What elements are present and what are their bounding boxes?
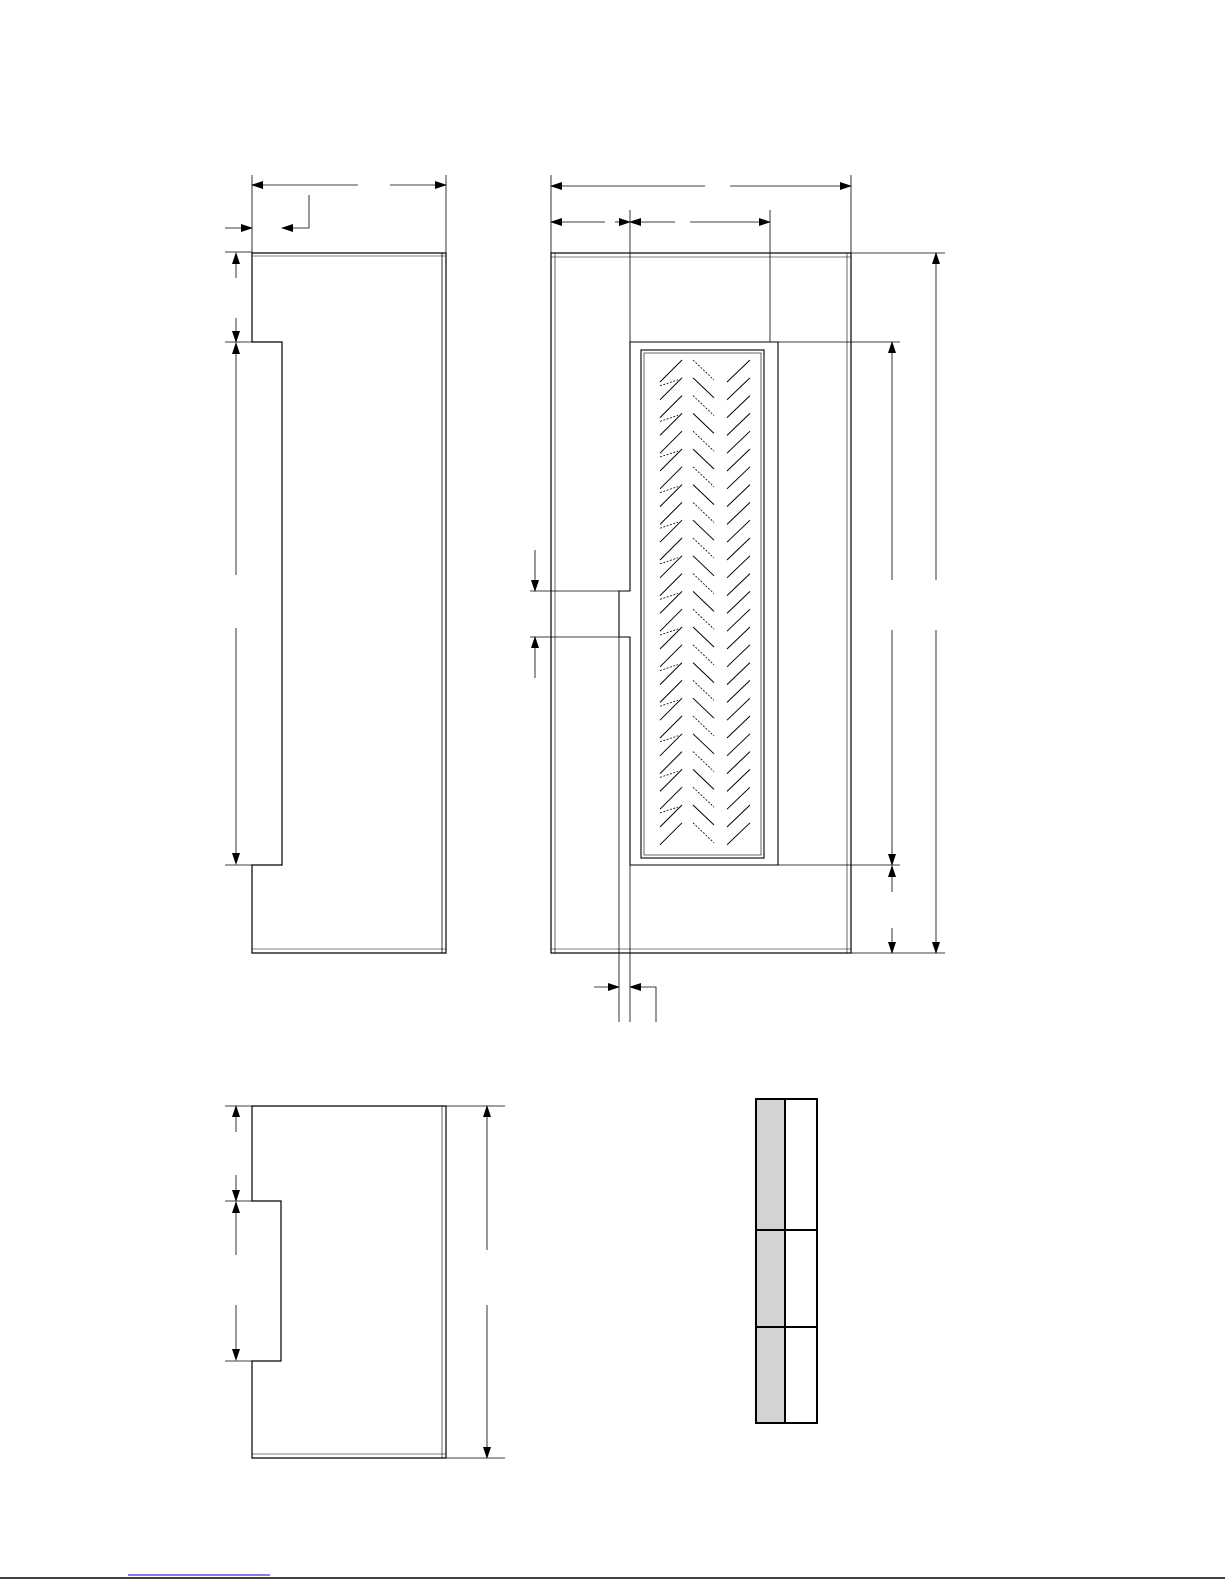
side-view <box>252 253 446 953</box>
hatch-stroke <box>660 769 682 791</box>
hatch-stroke <box>693 413 714 433</box>
hatch-stroke <box>660 645 682 667</box>
hatch-stroke <box>660 449 682 471</box>
hatch-stroke <box>693 769 714 789</box>
hatch-stroke <box>693 716 714 736</box>
hatch-stroke <box>693 627 714 647</box>
hatch-stroke <box>660 538 682 560</box>
hatch-stroke <box>693 787 714 807</box>
front-view-dimensions <box>530 175 945 1022</box>
hatch-stroke <box>693 378 714 398</box>
hatch-stroke <box>693 485 714 505</box>
title-block <box>756 1099 817 1423</box>
hatch-stroke <box>660 752 682 774</box>
hatch-stroke <box>727 502 750 524</box>
hatch-stroke <box>727 769 750 791</box>
hatch-stroke <box>693 538 714 558</box>
hatch-stroke <box>727 360 750 382</box>
hatch-stroke <box>693 805 714 825</box>
hatch-stroke <box>693 680 714 700</box>
hatch-stroke <box>727 805 750 827</box>
hatch-stroke <box>660 502 682 524</box>
hatch-stroke <box>727 823 750 845</box>
hatch-stroke <box>727 663 750 685</box>
hatch-stroke <box>660 574 682 596</box>
hatch-stroke <box>660 378 682 400</box>
bottom-view <box>252 1106 446 1458</box>
hatch-stroke <box>727 431 750 453</box>
hatch-stroke <box>693 502 714 522</box>
hatch-stroke <box>660 698 682 720</box>
hatch-stroke <box>693 449 714 469</box>
hatch-stroke <box>660 467 682 489</box>
hatch-stroke <box>727 520 750 542</box>
hatch-stroke <box>727 698 750 720</box>
hatch-stroke <box>693 663 714 683</box>
hatch-stroke <box>660 716 682 738</box>
hatch-stroke <box>727 556 750 578</box>
hatch-stroke <box>727 734 750 756</box>
hatch-stroke <box>727 467 750 489</box>
glass-hatch-pattern <box>660 360 750 845</box>
hatch-stroke <box>660 805 682 827</box>
title-block-shade-2 <box>756 1230 785 1327</box>
hatch-stroke <box>693 431 714 451</box>
hatch-stroke <box>693 396 714 416</box>
hatch-stroke <box>693 591 714 611</box>
hatch-stroke <box>727 787 750 809</box>
hatch-stroke <box>660 485 682 507</box>
footer <box>0 1575 1225 1578</box>
hatch-stroke <box>660 627 682 649</box>
hatch-stroke <box>660 396 682 418</box>
hatch-stroke <box>693 467 714 487</box>
hatch-stroke <box>660 591 682 613</box>
hatch-stroke <box>693 823 714 843</box>
hatch-stroke <box>727 574 750 596</box>
side-view-dimensions <box>225 175 446 865</box>
hatch-stroke <box>727 378 750 400</box>
hatch-stroke <box>727 752 750 774</box>
hatch-stroke <box>660 734 682 756</box>
hatch-stroke <box>727 627 750 649</box>
hatch-stroke <box>693 520 714 540</box>
hatch-stroke <box>693 645 714 665</box>
hatch-stroke <box>660 680 682 702</box>
hatch-stroke <box>727 591 750 613</box>
front-view <box>551 253 851 953</box>
hatch-stroke <box>727 396 750 418</box>
hatch-stroke <box>660 520 682 542</box>
hatch-stroke <box>693 574 714 594</box>
hatch-stroke <box>727 716 750 738</box>
title-block-shade-1 <box>756 1099 785 1230</box>
hatch-stroke <box>727 538 750 560</box>
hatch-stroke <box>727 645 750 667</box>
hatch-stroke <box>693 698 714 718</box>
hatch-stroke <box>660 413 682 435</box>
hatch-stroke <box>660 823 682 845</box>
hatch-stroke <box>693 752 714 772</box>
hatch-stroke <box>660 663 682 685</box>
hatch-stroke <box>660 556 682 578</box>
hatch-stroke <box>693 734 714 754</box>
title-block-shade-3 <box>756 1327 785 1423</box>
hatch-stroke <box>660 787 682 809</box>
hatch-stroke <box>727 413 750 435</box>
hatch-stroke <box>660 431 682 453</box>
bottom-view-dimensions <box>225 1106 505 1458</box>
hatch-stroke <box>727 680 750 702</box>
hatch-stroke <box>660 609 682 631</box>
hatch-stroke <box>660 360 682 382</box>
hatch-stroke <box>693 556 714 576</box>
glass-panel-frame <box>619 342 778 865</box>
hatch-stroke <box>693 360 714 380</box>
hatch-stroke <box>727 485 750 507</box>
hatch-stroke <box>727 609 750 631</box>
hatch-stroke <box>727 449 750 471</box>
hatch-stroke <box>693 609 714 629</box>
